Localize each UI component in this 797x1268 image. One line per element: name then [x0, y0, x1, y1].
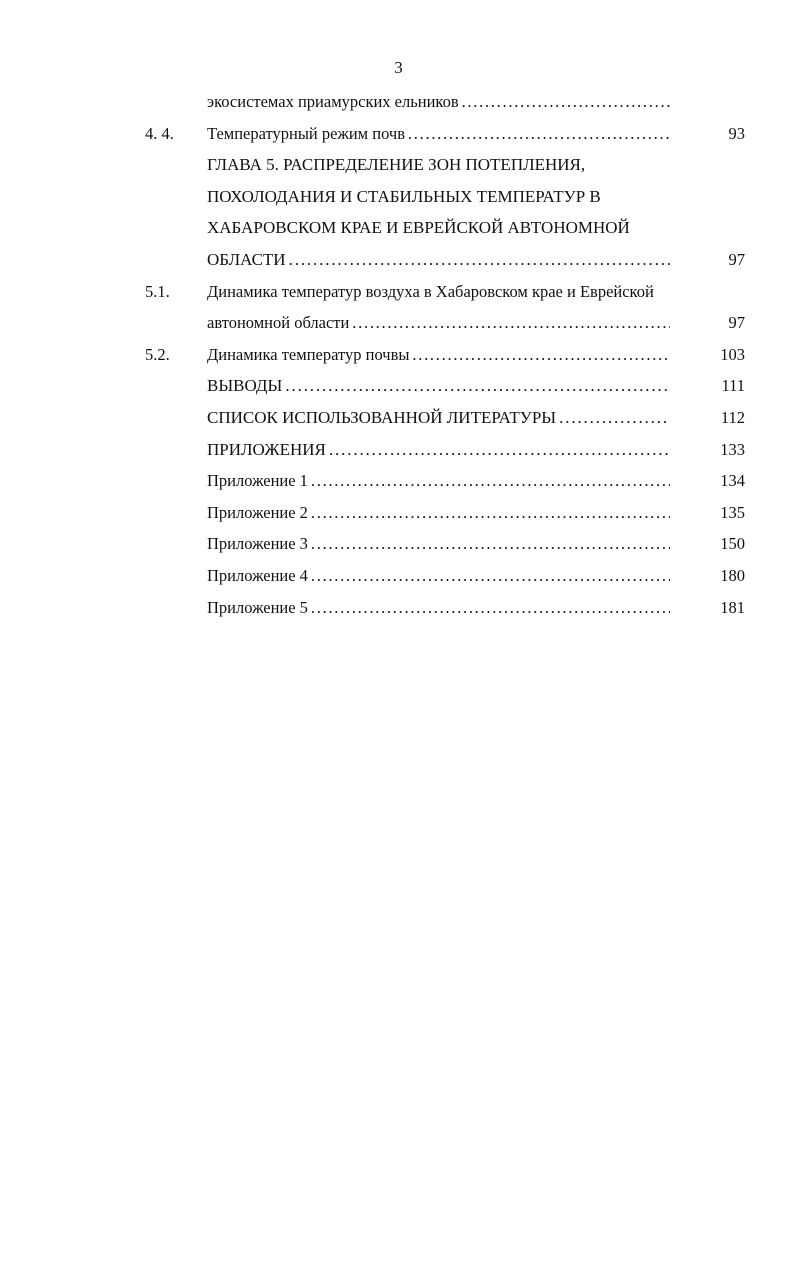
section-number: 4. 4.: [145, 123, 174, 143]
entry-title: Динамика температур почвы . . .: [207, 339, 670, 370]
entry-title: Приложение 3 . . .: [207, 528, 670, 559]
entry-title: ХАБАРОВСКОМ КРАЕ И ЕВРЕЙСКОЙ АВТОНОМНОЙ: [207, 218, 630, 238]
entry-title: Приложение 5 . . .: [207, 592, 670, 623]
toc-entry: [0, 212, 797, 243]
toc-entry: [0, 307, 797, 338]
toc-entry: [0, 497, 797, 528]
page-number: 3: [394, 58, 403, 77]
toc-entry: [0, 560, 797, 591]
entry-title: ВЫВОДЫ . . .: [207, 370, 670, 401]
toc-entry: [0, 181, 797, 212]
page-ref: 135: [720, 502, 745, 522]
page-ref: 180: [720, 566, 745, 585]
page-ref: 133: [720, 439, 745, 459]
entry-title: ОБЛАСТИ . . .: [207, 244, 670, 275]
toc-entry: [0, 339, 797, 370]
toc-entry: [0, 86, 797, 117]
page-ref: 181: [720, 597, 745, 617]
page-ref: 97: [728, 313, 745, 333]
page-ref: 112: [720, 408, 745, 427]
page-ref: 134: [720, 471, 745, 491]
section-number: 5.2.: [145, 344, 170, 364]
section-number: 5.1.: [145, 281, 170, 301]
entry-title: автономной области . . .: [207, 307, 670, 338]
toc-entry: [0, 434, 797, 465]
entry-title: ПРИЛОЖЕНИЯ . . .: [207, 434, 670, 465]
toc-entry: [0, 244, 797, 275]
toc-entry: [0, 528, 797, 559]
entry-title: Приложение 1 . . .: [207, 465, 670, 496]
toc-entry: [0, 149, 797, 180]
page-ref: 103: [720, 344, 745, 364]
entry-title: Приложение 4 . . .: [207, 560, 670, 591]
page-ref: 97: [728, 250, 745, 269]
entry-title: ГЛАВА 5. РАСПРЕДЕЛЕНИЕ ЗОН ПОТЕПЛЕНИЯ,: [207, 155, 586, 175]
entry-title: Температурный режим почв . . .: [207, 118, 670, 149]
entry-title: ПОХОЛОДАНИЯ И СТАБИЛЬНЫХ ТЕМПЕРАТУР В: [207, 186, 601, 206]
entry-title: СПИСОК ИСПОЛЬЗОВАННОЙ ЛИТЕРАТУРЫ . . .: [207, 402, 670, 433]
toc-entry: [0, 402, 797, 433]
toc-entry: [0, 465, 797, 496]
toc-entry: [0, 592, 797, 623]
entry-title: Приложение 2 . . .: [207, 497, 670, 528]
toc-entry: [0, 118, 797, 149]
toc-entry: [0, 276, 797, 307]
toc-entry: [0, 370, 797, 401]
page-ref: 93: [728, 123, 745, 143]
page-ref: 150: [720, 534, 745, 554]
page-ref: 111: [721, 376, 745, 396]
entry-title: Динамика температур воздуха в Хабаровском крае и Еврейской: [207, 281, 654, 301]
entry-title: экосистемах приамурских ельников . . .: [207, 86, 670, 117]
